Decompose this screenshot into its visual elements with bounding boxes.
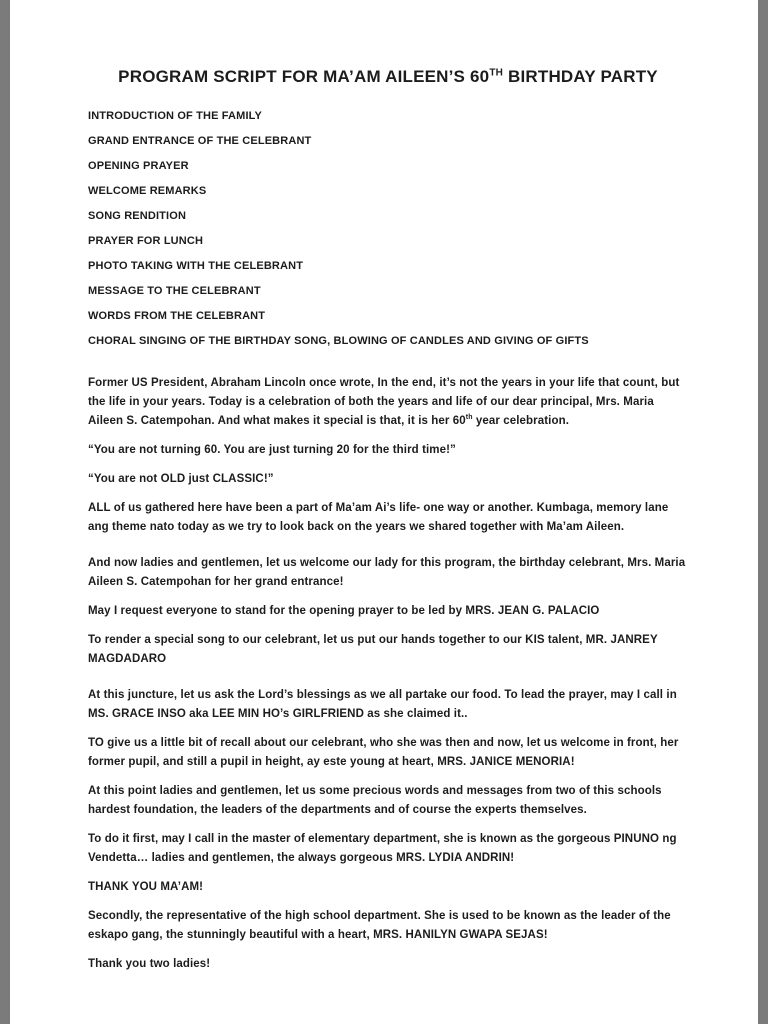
script-paragraph: Former US President, Abraham Lincoln once wrote, In the end, it’s not the years in your life that count, but the life in your years. Today is a celebration of both the years and life of our dear principal, Mrs. Maria Aileen S. Catempohan. And what makes it special is that, it is her 60th year celebration. [88,377,680,427]
program-item: GRAND ENTRANCE OF THE CELEBRANT [88,135,312,147]
ordinal-superscript: th [465,414,473,422]
program-list [88,109,688,349]
script-paragraph: At this juncture, let us ask the Lord’s blessings as we all partake our food. To lead the prayer, may I call in MS. GRACE INSO aka LEE MIN HO’s GIRLFRIEND as she claimed it.. [88,689,677,720]
program-item: OPENING PRAYER [88,160,189,172]
script-paragraph: ALL of us gathered here have been a part of Ma’am Ai’s life- one way or another. Kumbaga, memory lane ang theme nato today as we try to look back on the years we shared together with Ma’am Aileen. [88,502,669,533]
script-paragraph: “You are not OLD just CLASSIC!” [88,473,274,485]
script-paragraph: At this point ladies and gentlemen, let us some precious words and messages from two of this schools hardest foundation, the leaders of the departments and of course the experts themselves. [88,785,662,816]
script-paragraph: Secondly, the representative of the high school department. She is used to be known as the leader of the eskapo gang, the stunningly beautiful with a heart, MRS. HANILYN GWAPA SEJAS! [88,910,671,941]
program-item: PRAYER FOR LUNCH [88,235,204,247]
program-item: CHORAL SINGING OF THE BIRTHDAY SONG, BLOWING OF CANDLES AND GIVING OF GIFTS [88,335,589,347]
program-item: MESSAGE TO THE CELEBRANT [88,285,261,297]
program-item: SONG RENDITION [88,210,187,222]
document-page [10,0,758,1024]
script-paragraph: “You are not turning 60. You are just turning 20 for the third time!” [88,444,456,456]
script-paragraph: TO give us a little bit of recall about our celebrant, who she was then and now, let us welcome in front, her former pupil, and still a pupil in height, ay este young at heart, MRS. JANICE MENORIA! [88,737,679,768]
script-paragraph: And now ladies and gentlemen, let us welcome our lady for this program, the birthday celebrant, Mrs. Maria Aileen S. Catempohan for her grand entrance! [88,557,686,588]
program-item: INTRODUCTION OF THE FAMILY [88,110,262,122]
program-item: WORDS FROM THE CELEBRANT [88,310,266,322]
script-paragraph: Thank you two ladies! [88,958,211,970]
title-ordinal-superscript: TH [489,67,504,79]
program-item: PHOTO TAKING WITH THE CELEBRANT [88,260,304,272]
title-text-after: BIRTHDAY PARTY [503,67,658,86]
script-paragraphs [88,374,688,974]
script-paragraph: To render a special song to our celebrant, let us put our hands together to our KIS talent, MR. JANREY MAGDADARO [88,634,658,665]
script-paragraph: THANK YOU MA’AM! [88,881,204,893]
program-item: WELCOME REMARKS [88,185,207,197]
script-paragraph: To do it first, may I call in the master of elementary department, she is known as the gorgeous PINUNO ng Vendetta… ladies and gentlemen, the always gorgeous MRS. LYDIA ANDRIN! [88,833,677,864]
document-title [88,66,688,87]
script-paragraph: May I request everyone to stand for the opening prayer to be led by MRS. JEAN G. PALACIO [88,605,600,617]
title-text-before: PROGRAM SCRIPT FOR MA’AM AILEEN’S 60 [118,67,490,86]
